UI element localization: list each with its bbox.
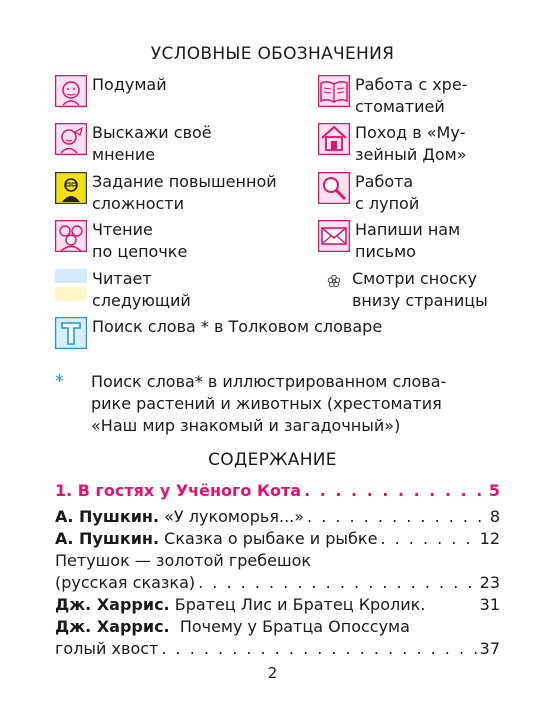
- legend-item-letter: [318, 219, 503, 263]
- toc-leader: [161, 638, 476, 660]
- legend-item-museum: [318, 122, 503, 166]
- toc-title: «У лукоморья...»: [164, 507, 305, 526]
- asterisk-icon: *: [55, 371, 64, 392]
- toc-title: Братец Лис и Братец Кролик.: [174, 595, 426, 614]
- legend-text: Выскажи своё мнение: [92, 123, 212, 164]
- toc-entry[interactable]: [55, 528, 500, 550]
- legend-item-opinion: [55, 122, 305, 166]
- legend-text: Работа с хре- стоматией: [355, 75, 468, 116]
- toc-entry[interactable]: [55, 616, 500, 660]
- open-book-icon: [318, 75, 350, 107]
- toc-entry[interactable]: [55, 550, 500, 594]
- legend-text: Поход в «Му- зейный Дом»: [355, 123, 467, 164]
- blue-swatch: [55, 269, 87, 283]
- toc-leader: [198, 572, 477, 594]
- speaking-child-icon: [55, 123, 87, 155]
- toc-page: 8: [489, 507, 500, 526]
- legend-text: Подумай: [92, 75, 167, 94]
- toc-title-line: Петушок — золотой гребешок: [55, 551, 312, 570]
- toc-section-label: 1. В гостях у Учёного Кота: [55, 481, 302, 500]
- color-swatches-icon: [55, 269, 87, 301]
- contents-title: СОДЕРЖАНИЕ: [208, 450, 337, 470]
- toc-section[interactable]: [55, 480, 500, 502]
- toc-entry[interactable]: [55, 506, 500, 528]
- toc-author: А. Пушкин.: [55, 507, 160, 526]
- envelope-icon: [318, 220, 350, 252]
- toc-title: Сказка о рыбаке и рыбке: [164, 529, 378, 548]
- legend-item-think: [55, 74, 305, 107]
- toc-title-line: Почему у Братца Опоссума: [179, 617, 410, 636]
- legend-text: Работа с лупой: [355, 172, 420, 213]
- legend-text: Чтение по цепочке: [92, 220, 188, 261]
- star-note: [55, 371, 500, 437]
- toc-page: 31: [479, 595, 500, 614]
- legend-text: Напиши нам письмо: [355, 220, 461, 261]
- star-note-text: Поиск слова* в иллюстрированном слова- рике растений и животных (хрестоматия «Наш мир знакомый и загадочный»): [91, 372, 447, 435]
- toc-page: 37: [479, 639, 500, 658]
- toc-entry[interactable]: [55, 594, 500, 616]
- toc-title: голый хвост: [55, 639, 159, 658]
- toc-author: Дж. Харрис.: [55, 617, 170, 636]
- magnifier-icon: [318, 172, 350, 204]
- yellow-swatch: [55, 287, 87, 301]
- legend-text: Смотри сноску внизу страницы: [352, 269, 488, 310]
- thinking-child-icon: [55, 75, 87, 107]
- dictionary-t-icon: [55, 317, 87, 349]
- hard-task-icon: [55, 172, 87, 204]
- museum-house-icon: [318, 123, 350, 155]
- table-of-contents: [55, 480, 500, 660]
- toc-title: (русская сказка): [55, 573, 196, 592]
- chain-reading-icon: [55, 220, 87, 252]
- toc-leader: [380, 528, 476, 550]
- toc-page: 23: [479, 573, 500, 592]
- toc-author: А. Пушкин.: [55, 529, 160, 548]
- toc-author: Дж. Харрис.: [55, 595, 170, 614]
- legend-title: УСЛОВНЫЕ ОБОЗНАЧЕНИЯ: [150, 44, 395, 64]
- flower-footnote-icon: [327, 272, 341, 286]
- legend-item-magnifier: [318, 171, 503, 215]
- legend-text: Задание повышенной сложности: [92, 172, 277, 213]
- legend-item-footnote: [318, 268, 503, 312]
- legend-item-next-reader: [55, 268, 305, 312]
- toc-leader: [304, 480, 486, 502]
- legend-item-reader-book: [318, 74, 503, 118]
- legend-item-hard: [55, 171, 305, 215]
- toc-page: 12: [479, 529, 500, 548]
- legend-text: Поиск слова * в Толковом словаре: [92, 317, 383, 336]
- toc-leader: [307, 506, 487, 528]
- legend-item-chain: [55, 219, 305, 263]
- legend-item-dictionary: [55, 316, 500, 349]
- page-number: 2: [267, 664, 278, 682]
- legend-text: Читает следующий: [92, 269, 191, 310]
- toc-page: 5: [488, 481, 500, 500]
